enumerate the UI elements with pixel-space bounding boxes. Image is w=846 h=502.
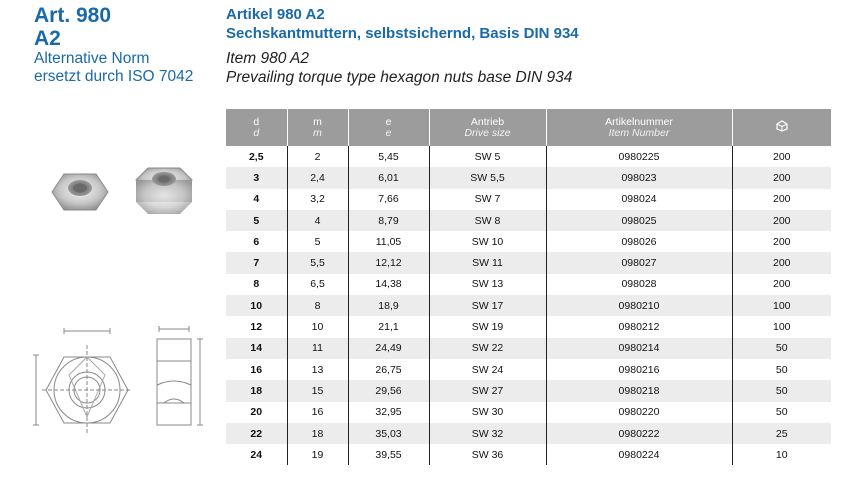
cell-e: 39,55 — [348, 444, 429, 465]
cell-item-number: 098028 — [546, 274, 732, 295]
table-row — [226, 274, 831, 295]
cell-drive-size: SW 10 — [429, 231, 546, 252]
cell-item-number: 0980214 — [546, 338, 732, 359]
cell-d: 24 — [226, 444, 287, 465]
column-subtitle: d — [253, 126, 260, 139]
table-row — [226, 402, 831, 423]
cell-d: 5 — [226, 210, 287, 231]
cell-drive-size: SW 5 — [429, 146, 546, 167]
cell-item-number: 0980218 — [546, 380, 732, 401]
cell-package-quantity: 200 — [772, 235, 791, 248]
table-body — [226, 146, 831, 465]
cell-drive-size: SW 19 — [429, 316, 546, 337]
cell-drive-size: SW 5,5 — [429, 167, 546, 188]
cell-item-number: 0980210 — [546, 295, 732, 316]
table-row — [226, 295, 831, 316]
cell-item-number: 0980225 — [546, 146, 732, 167]
cell-item-number: 0980222 — [546, 423, 732, 444]
cell-e: 7,66 — [348, 189, 429, 210]
table-row — [226, 359, 831, 380]
column-title: Antrieb — [470, 115, 505, 128]
cell-package-quantity: 200 — [732, 167, 831, 188]
cell-package-quantity: 200 — [772, 278, 791, 291]
column-title: e — [385, 115, 392, 128]
cell-drive-size: SW 13 — [429, 274, 546, 295]
english-title-line1: Item 980 A2 — [226, 50, 310, 67]
cell-e: 14,38 — [348, 274, 429, 295]
cell-e: 24,49 — [348, 338, 429, 359]
cell-d: 8 — [226, 274, 287, 295]
cell-d: 7 — [226, 252, 287, 273]
cell-package-quantity: 100 — [772, 321, 791, 334]
cell-item-number: 098025 — [546, 210, 732, 231]
cell-item-number: 0980220 — [546, 402, 732, 423]
nut-angled-view — [136, 168, 192, 214]
table-row — [226, 167, 831, 188]
cell-m: 13 — [287, 359, 348, 380]
cell-package-quantity: 200 — [732, 210, 831, 231]
cell-package-quantity: 100 — [732, 295, 831, 316]
cell-package-quantity: 50 — [775, 406, 788, 419]
hex-nut-photo — [34, 152, 214, 237]
cell-d: 16 — [226, 359, 287, 380]
cell-drive-size: SW 32 — [429, 423, 546, 444]
cell-drive-size: SW 8 — [429, 210, 546, 231]
cell-e: 6,01 — [348, 167, 429, 188]
cell-item-number: 0980224 — [546, 444, 732, 465]
cell-m: 15 — [287, 380, 348, 401]
cell-item-number: 0980216 — [546, 359, 732, 380]
cell-m: 5,5 — [287, 252, 348, 273]
column-subtitle: Item Number — [608, 126, 670, 139]
cell-d: 2,5 — [226, 146, 287, 167]
cell-m: 8 — [287, 295, 348, 316]
package-quantity-icon — [775, 120, 789, 132]
cell-d: 10 — [226, 295, 287, 316]
cell-package-quantity: 25 — [732, 423, 831, 444]
cell-item-number: 098027 — [546, 252, 732, 273]
german-title-line1: Artikel 980 A2 — [226, 6, 325, 23]
cell-drive-size: SW 30 — [429, 402, 546, 423]
cell-e: 18,9 — [348, 295, 429, 316]
alternative-norm-label: Alternative Norm — [34, 50, 150, 67]
header-row — [226, 109, 831, 146]
column-header-item-number — [546, 109, 732, 146]
german-title-line2: Sechskantmuttern, selbstsichernd, Basis DIN 934 — [226, 25, 579, 42]
cell-m: 4 — [287, 210, 348, 231]
cell-m: 3,2 — [287, 189, 348, 210]
cell-package-quantity: 10 — [775, 448, 788, 461]
cell-e: 29,56 — [348, 380, 429, 401]
article-heading — [226, 5, 836, 87]
column-header-m — [287, 109, 348, 146]
cell-m: 19 — [287, 444, 348, 465]
cell-drive-size: SW 17 — [429, 295, 546, 316]
replacement-norm-label: ersetzt durch ISO 7042 — [34, 68, 194, 85]
table-row — [226, 380, 831, 401]
cell-drive-size: SW 36 — [429, 444, 546, 465]
cell-d: 22 — [226, 423, 287, 444]
table-row — [226, 189, 831, 210]
cell-d: 18 — [226, 380, 287, 401]
column-subtitle: e — [385, 126, 392, 139]
cell-m: 16 — [287, 402, 348, 423]
cell-e: 12,12 — [348, 252, 429, 273]
cell-package-quantity: 50 — [775, 363, 788, 376]
cell-d: 6 — [226, 231, 287, 252]
cell-package-quantity: 200 — [772, 150, 791, 163]
table-header — [226, 109, 831, 146]
english-title-line2: Prevailing torque type hexagon nuts base DIN 934 — [226, 69, 573, 86]
column-subtitle: m — [313, 126, 322, 139]
cell-drive-size: SW 24 — [429, 359, 546, 380]
cell-d: 20 — [226, 402, 287, 423]
table-row — [226, 423, 831, 444]
nut-top-view-drawing — [33, 328, 132, 433]
cell-m: 2 — [287, 146, 348, 167]
cell-drive-size: SW 11 — [429, 252, 546, 273]
table-row — [226, 444, 831, 465]
column-header-package-quantity — [732, 109, 831, 146]
cell-m: 5 — [287, 231, 348, 252]
cell-item-number: 098026 — [546, 231, 732, 252]
cell-m: 6,5 — [287, 274, 348, 295]
table-row — [226, 316, 831, 337]
cell-package-quantity: 50 — [732, 380, 831, 401]
cell-package-quantity: 200 — [732, 252, 831, 273]
table-row — [226, 338, 831, 359]
nut-front-view — [52, 174, 108, 210]
column-title: d — [253, 115, 260, 128]
dimensions-table — [226, 109, 831, 465]
cell-e: 26,75 — [348, 359, 429, 380]
cell-m: 10 — [287, 316, 348, 337]
cell-item-number: 0980212 — [546, 316, 732, 337]
column-header-e — [348, 109, 429, 146]
cell-drive-size: SW 22 — [429, 338, 546, 359]
column-title: Artikelnummer — [605, 115, 673, 128]
material-grade: A2 — [34, 27, 61, 50]
column-subtitle: Drive size — [464, 126, 511, 139]
cell-drive-size: SW 7 — [429, 189, 546, 210]
cell-e: 35,03 — [348, 423, 429, 444]
technical-drawing — [24, 325, 216, 435]
cell-package-quantity: 50 — [732, 338, 831, 359]
cell-d: 4 — [226, 189, 287, 210]
cell-e: 21,1 — [348, 316, 429, 337]
table-row — [226, 231, 831, 252]
cell-drive-size: SW 27 — [429, 380, 546, 401]
cell-e: 5,45 — [348, 146, 429, 167]
article-number: Art. 980 — [34, 4, 112, 27]
cell-m: 2,4 — [287, 167, 348, 188]
column-header-d — [226, 109, 287, 146]
nut-side-view-drawing — [157, 326, 203, 425]
cell-d: 3 — [226, 167, 287, 188]
cell-item-number: 098023 — [546, 167, 732, 188]
cell-d: 14 — [226, 338, 287, 359]
column-title: m — [313, 115, 322, 128]
cell-item-number: 098024 — [546, 189, 732, 210]
cell-m: 18 — [287, 423, 348, 444]
table-row — [226, 146, 831, 167]
cell-e: 11,05 — [348, 231, 429, 252]
table-row — [226, 210, 831, 231]
cell-m: 11 — [287, 338, 348, 359]
article-info — [34, 4, 224, 86]
table-row — [226, 252, 831, 273]
column-header-drive-size — [429, 109, 546, 146]
cell-e: 32,95 — [348, 402, 429, 423]
cell-e: 8,79 — [348, 210, 429, 231]
cell-d: 12 — [226, 316, 287, 337]
cell-package-quantity: 200 — [772, 193, 791, 206]
